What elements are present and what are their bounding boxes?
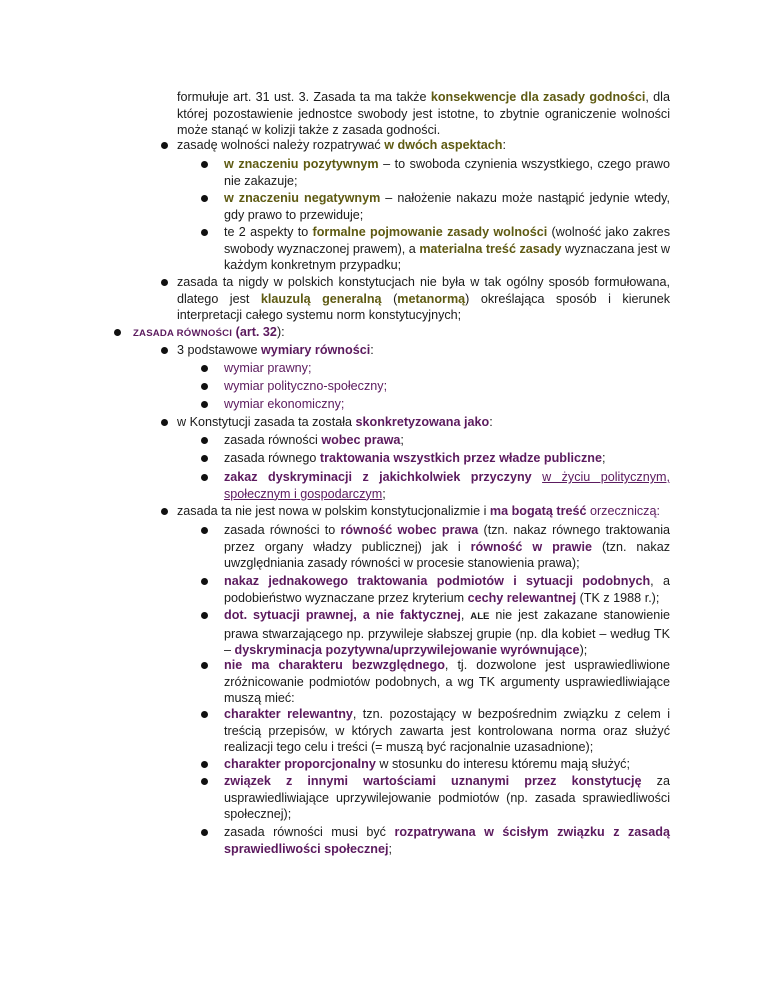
highlight-text: wobec prawa	[321, 433, 401, 447]
bullet-icon	[201, 612, 208, 619]
text: , dla której pozostawienie jednostce swobody jest istotne, to zbytnie ograniczenie wolności może stanąć w kolizji także z zasada godności.	[177, 90, 670, 138]
text: , tj. dozwolone jest usprawiedliwione zróżnicowanie podmiotów podobnych, a wg TK argumenty usprawiedliwiające muszą mieć:	[224, 658, 670, 706]
text: (tzn. nakaz uwzględniania zasady równości w procesie stanowienia prawa);	[224, 539, 670, 571]
highlight-text: charakter relewantny	[224, 707, 353, 721]
text: ;	[601, 451, 606, 465]
highlight-text: nakaz jednakowego traktowania podmiotów i sytuacji podobnych	[224, 574, 651, 588]
text: 3 podstawowe	[177, 343, 262, 357]
text: za usprawiedliwiające uprzywilejowanie podmiotów (np. zasada sprawiedliwości społecznej);	[224, 774, 670, 822]
bullet-icon	[161, 142, 168, 149]
text: zasada równości to	[224, 523, 341, 537]
text: nie jest zakazane stanowienie prawa stwarzającego np. przywileje słabszej grupie (np. dla kobiet – według TK –	[224, 608, 670, 658]
highlight-text: konsekwencje dla zasady godności	[430, 90, 646, 104]
bullet-icon	[201, 437, 208, 444]
bullet-icon	[201, 761, 208, 768]
highlight-text: cechy relewantnej	[467, 590, 577, 605]
text: formułuje art. 31 ust. 3. Zasada ta ma także	[177, 90, 431, 104]
list-item-proportional	[224, 756, 670, 773]
list-item-concretized	[177, 414, 670, 431]
text: (	[381, 291, 398, 306]
section-heading-equality	[133, 324, 670, 343]
text: zasada równości	[224, 433, 322, 447]
highlight-text: w znaczeniu negatywnym	[224, 191, 381, 205]
list-item-relevant	[224, 706, 670, 756]
text: ):	[276, 325, 285, 339]
bullet-icon	[201, 662, 208, 669]
highlight-text: dot. sytuacji prawnej, a nie faktycznej	[224, 608, 461, 622]
underlined-text: w życiu politycznym, społecznym i gospodarczym	[224, 470, 670, 501]
heading-text: ZASADA RÓWNOŚCI	[133, 328, 233, 339]
highlight-text: charakter proporcjonalny	[224, 757, 376, 771]
text: :	[502, 138, 506, 152]
list-item-formal	[224, 224, 670, 274]
text: orzeczniczą:	[586, 504, 660, 518]
text: zasadę wolności należy rozpatrywać	[177, 138, 385, 152]
list-item-general-clause	[177, 274, 670, 324]
text: );	[579, 643, 588, 658]
list-item-similar-subjects	[224, 573, 670, 606]
text: , a podobieństwo wyznaczane przez kryterium	[224, 574, 670, 605]
list-item-legal-situation	[224, 607, 670, 659]
bullet-icon	[161, 508, 168, 515]
list-item-dimensions	[177, 342, 670, 359]
text: zasada równego	[224, 451, 320, 465]
list-item-positive	[224, 156, 670, 189]
small-caps-text: ALE	[470, 611, 490, 622]
text: ;	[388, 841, 392, 856]
highlight-text: dyskryminacja pozytywna/uprzywilejowanie wyrównujące	[234, 643, 580, 658]
highlight-text: art. 32	[239, 325, 277, 339]
text: wyznaczana jest w każdym konkretnym przypadku;	[224, 241, 670, 273]
bullet-icon	[201, 401, 208, 408]
highlight-text: skonkretyzowana jako	[355, 415, 490, 429]
text: ,	[460, 608, 471, 622]
text: ;	[400, 433, 404, 447]
text: ;	[382, 486, 386, 501]
paragraph-continuation	[177, 89, 670, 139]
bullet-icon	[201, 829, 208, 836]
highlight-text: wymiary równości	[261, 343, 371, 357]
highlight-text: formalne pojmowanie zasady wolności	[312, 225, 548, 239]
list-item-not-absolute	[224, 657, 670, 707]
bullet-icon	[114, 329, 121, 336]
highlight-text: równość w prawie	[470, 539, 592, 554]
text: te 2 aspekty to	[224, 225, 313, 239]
bullet-icon	[201, 578, 208, 585]
highlight-text: klauzulą generalną	[260, 291, 382, 306]
text: zasada ta nigdy w polskich konstytucjach nie była w tak ogólny sposób formułowana, dlatego jest	[177, 275, 670, 306]
text: zasada ta nie jest nowa w polskim konstytucjonalizmie i	[177, 504, 490, 518]
bullet-icon	[201, 161, 208, 168]
text: , tzn. pozostający w bezpośrednim związku z celem i treścią przepisów, w których zawarta jest kontrolowana norma oraz służyć realizacji tego celu i treści (= muszą być racjonalnie uzasadnione);	[224, 707, 670, 755]
text: – nałożenie nakazu może nastąpić jedynie wtedy, gdy prawo to przewiduje;	[224, 191, 670, 222]
highlight-text: zakaz dyskryminacji z jakichkolwiek przyczyny	[224, 470, 532, 484]
list-item-equality-before-law	[224, 522, 670, 572]
text: (tzn. nakaz równego traktowania przez organy władzy publicznej) jak i	[224, 523, 671, 554]
bullet-icon	[161, 347, 168, 354]
text: w Konstytucji zasada ta została	[177, 415, 356, 429]
list-item-before-law	[224, 432, 670, 449]
highlight-text: traktowania wszystkich przez władze publiczne	[319, 451, 602, 465]
bullet-icon	[201, 383, 208, 390]
list-item-rich-content	[177, 503, 670, 520]
highlight-text: w znaczeniu pozytywnym	[224, 157, 379, 171]
highlight-text: związek z innymi wartościami uznanymi przez konstytucję	[224, 774, 642, 788]
text: (wolność jako zakres swobody wyznaczonej prawem), a	[224, 225, 670, 256]
list-item-discrimination	[224, 469, 670, 502]
highlight-text: metanormą	[397, 291, 466, 306]
bullet-icon	[201, 474, 208, 481]
bullet-icon	[161, 279, 168, 286]
text: :	[370, 343, 374, 357]
text: w stosunku do interesu któremu mają służyć;	[375, 757, 630, 771]
bullet-icon	[201, 365, 208, 372]
text: ) określająca sposób i kierunek interpretacji całego systemu norm konstytucyjnych;	[177, 291, 671, 323]
highlight-text: nie ma charakteru bezwzględnego	[224, 658, 445, 672]
bullet-icon	[161, 419, 168, 426]
text: :	[489, 415, 493, 429]
list-item-social-justice	[224, 824, 670, 857]
list-item-other-values	[224, 773, 670, 823]
text: (TK z 1988 r.);	[576, 590, 660, 605]
highlight-text: równość wobec prawa	[340, 523, 479, 537]
bullet-icon	[201, 229, 208, 236]
bullet-icon	[201, 711, 208, 718]
text: – to swoboda czynienia wszystkiego, czego prawo nie zakazuje;	[224, 157, 670, 188]
list-item-political: wymiar polityczno-społeczny;	[224, 379, 388, 393]
bullet-icon	[201, 455, 208, 462]
list-item-equal-treatment	[224, 450, 670, 467]
text: (	[232, 325, 240, 339]
text: zasada równości musi być	[224, 825, 395, 839]
highlight-text: materialna treść zasady	[419, 241, 562, 256]
list-item-economic: wymiar ekonomiczny;	[224, 397, 345, 411]
bullet-icon	[201, 527, 208, 534]
list-item-legal: wymiar prawny;	[224, 361, 312, 375]
text	[532, 470, 542, 484]
highlight-text: w dwóch aspektach	[384, 138, 503, 152]
bullet-icon	[201, 195, 208, 202]
highlight-text: ma bogatą treść	[489, 504, 587, 518]
highlight-text: rozpatrywana w ścisłym związku z zasadą sprawiedliwości społecznej	[224, 825, 670, 856]
list-item-two-aspects	[177, 137, 670, 154]
bullet-icon	[201, 778, 208, 785]
list-item-negative	[224, 190, 670, 223]
